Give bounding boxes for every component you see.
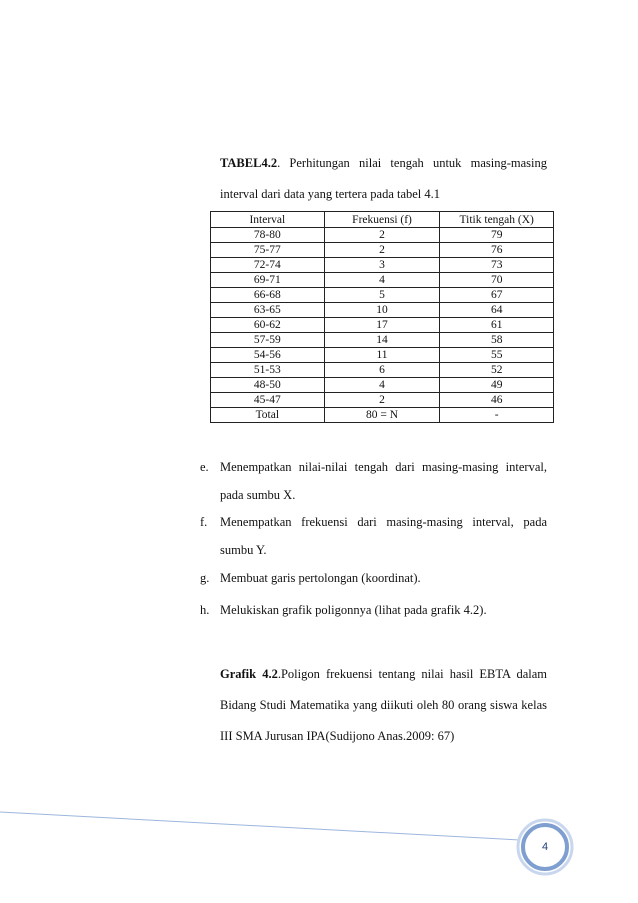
step-text: Melukiskan grafik poligonnya (lihat pada grafik 4.2). xyxy=(220,603,487,617)
cell-interval: 60-62 xyxy=(211,318,325,333)
cell-frekuensi: 6 xyxy=(324,363,440,378)
graph-caption-text: .Poligon frekuensi tentang nilai hasil EBTA dalam Bidang Studi Matematika yang diikuti oleh 80 orang siswa kelas III SMA Jurusan IPA(Sudijono Anas.2009: 67) xyxy=(220,667,547,743)
cell-interval: 51-53 xyxy=(211,363,325,378)
cell-titik-tengah: 46 xyxy=(440,393,554,408)
header-interval: Interval xyxy=(211,212,325,228)
cell-titik-tengah: 61 xyxy=(440,318,554,333)
table-caption-text: . Perhitungan nilai tengah untuk masing-masing interval dari data yang tertera pada tabel 4.1 xyxy=(220,156,547,201)
table-caption-label: TABEL4.2 xyxy=(220,156,278,170)
cell-frekuensi: 2 xyxy=(324,243,440,258)
cell-titik-tengah: 49 xyxy=(440,378,554,393)
cell-interval: 69-71 xyxy=(211,273,325,288)
cell-frekuensi: 4 xyxy=(324,378,440,393)
cell-frekuensi: 2 xyxy=(324,228,440,243)
cell-interval: 72-74 xyxy=(211,258,325,273)
cell-interval: 45-47 xyxy=(211,393,325,408)
cell-titik-tengah: 73 xyxy=(440,258,554,273)
step-text: Membuat garis pertolongan (koordinat). xyxy=(220,571,421,585)
cell-titik-tengah: 55 xyxy=(440,348,554,363)
cell-frekuensi: 4 xyxy=(324,273,440,288)
cell-interval: 57-59 xyxy=(211,333,325,348)
cell-titik-tengah: 67 xyxy=(440,288,554,303)
cell-frekuensi: 5 xyxy=(324,288,440,303)
page-number: 4 xyxy=(541,841,549,853)
cell-titik-tengah: 79 xyxy=(440,228,554,243)
cell-frekuensi: 3 xyxy=(324,258,440,273)
cell-interval: 63-65 xyxy=(211,303,325,318)
cell-interval: 75-77 xyxy=(211,243,325,258)
step-letter: f. xyxy=(200,515,208,529)
cell-frekuensi: 11 xyxy=(324,348,440,363)
cell-frekuensi: 10 xyxy=(324,303,440,318)
cell-titik-tengah: 52 xyxy=(440,363,554,378)
step-letter: e. xyxy=(200,460,209,474)
header-titik-tengah: Titik tengah (X) xyxy=(440,212,554,228)
cell-interval: 48-50 xyxy=(211,378,325,393)
footer-rule xyxy=(0,812,520,840)
step-letter: h. xyxy=(200,603,210,617)
graph-caption-label: Grafik 4.2 xyxy=(220,667,278,681)
cell-frekuensi: 2 xyxy=(324,393,440,408)
cell-frekuensi: 17 xyxy=(324,318,440,333)
cell-interval: 66-68 xyxy=(211,288,325,303)
cell-titik-tengah: 70 xyxy=(440,273,554,288)
cell-titik-tengah: 64 xyxy=(440,303,554,318)
cell-frekuensi: 14 xyxy=(324,333,440,348)
step-letter: g. xyxy=(200,571,210,585)
cell-interval: 78-80 xyxy=(211,228,325,243)
cell-titik-tengah: - xyxy=(440,408,554,423)
step-text: Menempatkan frekuensi dari masing-masing interval, pada sumbu Y. xyxy=(220,515,547,557)
step-text: Menempatkan nilai-nilai tengah dari masing-masing interval, pada sumbu X. xyxy=(220,460,547,502)
cell-interval: Total xyxy=(211,408,325,423)
cell-frekuensi: 80 = N xyxy=(324,408,440,423)
header-frekuensi: Frekuensi (f) xyxy=(324,212,440,228)
cell-titik-tengah: 76 xyxy=(440,243,554,258)
cell-interval: 54-56 xyxy=(211,348,325,363)
cell-titik-tengah: 58 xyxy=(440,333,554,348)
